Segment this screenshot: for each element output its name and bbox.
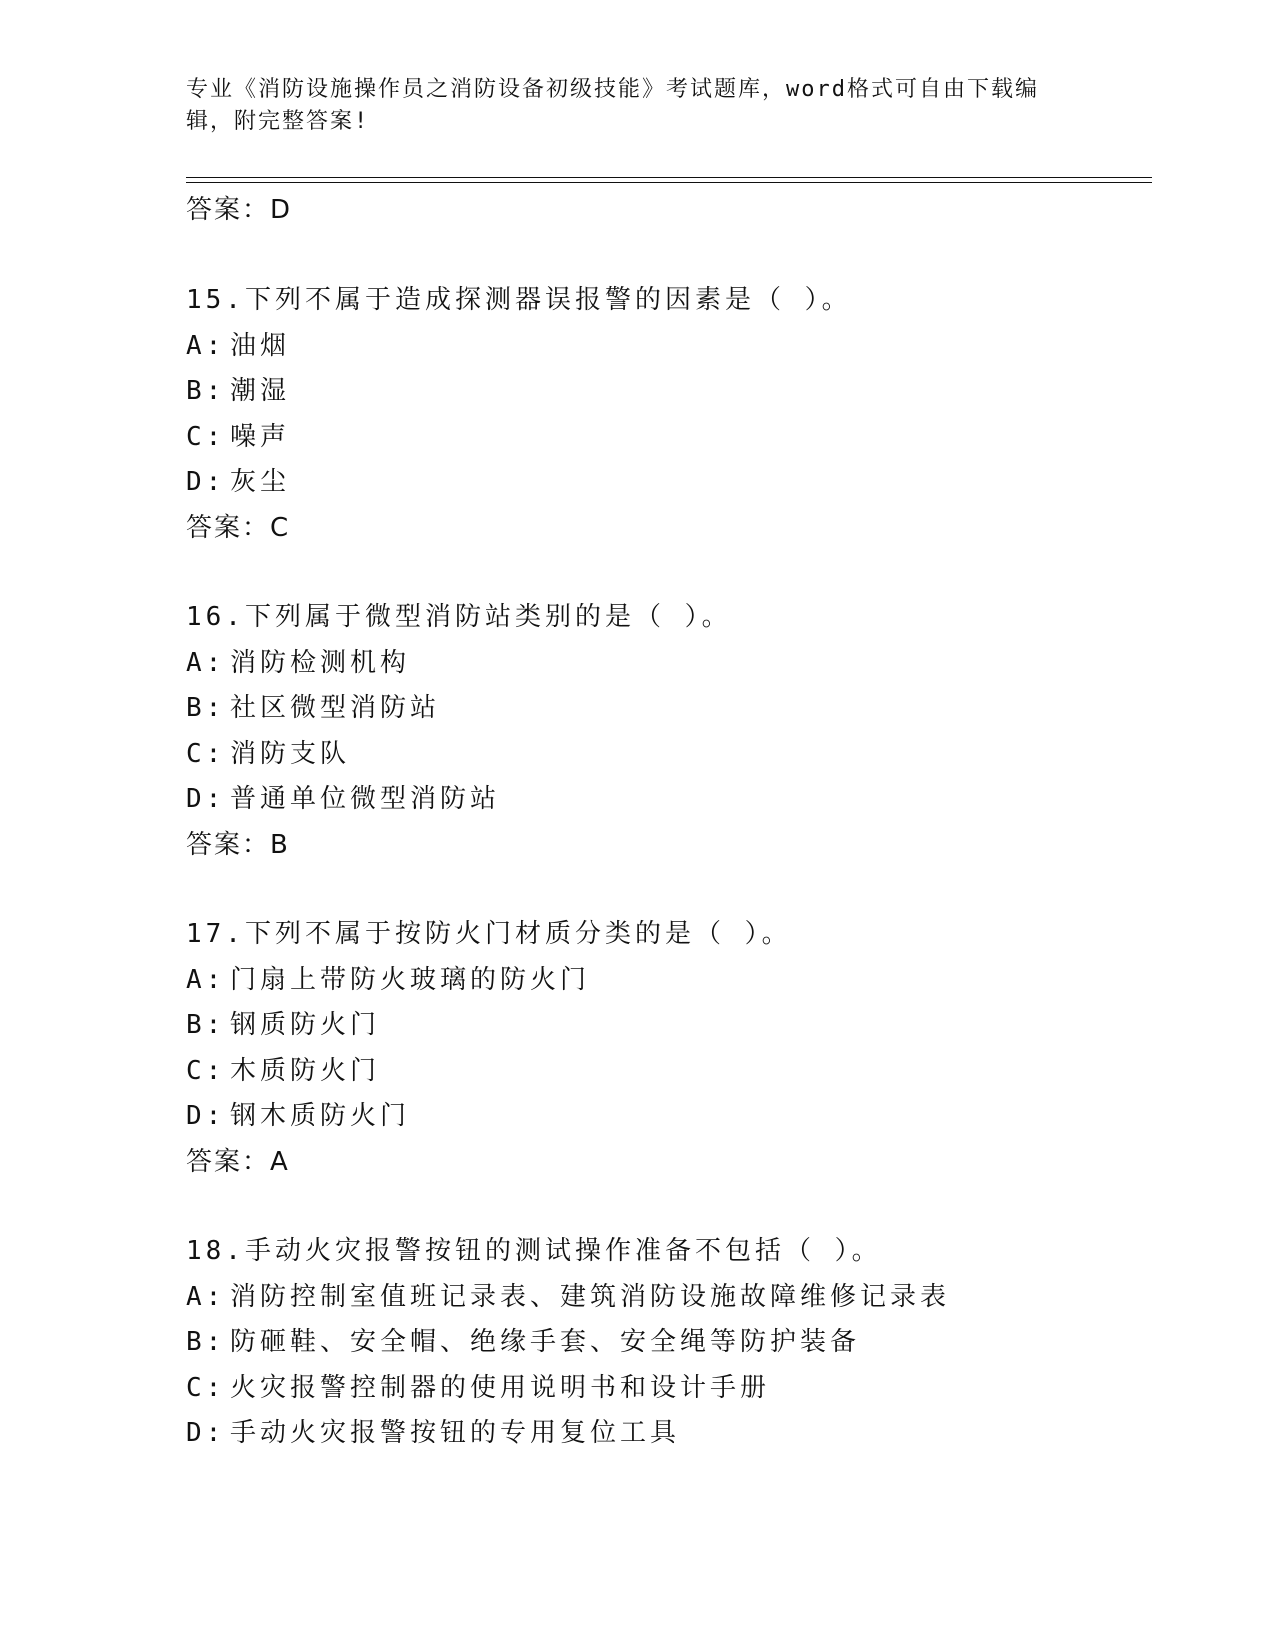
option-b: [186, 1320, 1152, 1366]
option-a: [186, 641, 1152, 687]
option-text: 钢木质防火门: [230, 1101, 411, 1131]
option-text: 灰尘: [230, 467, 291, 497]
option-text: 木质防火门: [230, 1055, 381, 1086]
question-stem: 16.下列属于微型消防站类别的是（ ）。: [186, 602, 732, 632]
option-text: 油烟: [230, 330, 291, 361]
option-text: 消防支队: [230, 738, 351, 769]
option-text: 消防控制室值班记录表、建筑消防设施故障维修记录表: [230, 1281, 951, 1312]
option-key: B:: [186, 376, 226, 406]
option-c: [186, 415, 1152, 461]
answer-label: 答案：B: [186, 829, 290, 860]
option-text: 普通单位微型消防站: [230, 784, 501, 814]
option-key: D:: [186, 1418, 226, 1448]
option-text: 噪声: [230, 421, 291, 452]
option-a: [186, 958, 1152, 1004]
answer-label: 答案：A: [186, 1146, 290, 1177]
question-stem: 17.下列不属于按防火门材质分类的是（ ）。: [186, 919, 792, 949]
option-key: D:: [186, 467, 226, 497]
answer-label: 答案：D: [186, 195, 293, 225]
option-key: B:: [186, 693, 226, 723]
option-c: [186, 732, 1152, 778]
option-b: [186, 1003, 1152, 1049]
option-d: [186, 777, 1152, 823]
option-b: [186, 686, 1152, 732]
option-text: 钢质防火门: [230, 1010, 381, 1040]
header-divider-bottom: [186, 182, 1152, 183]
option-text: 手动火灾报警按钮的专用复位工具: [230, 1418, 681, 1448]
question-16: [186, 595, 1152, 868]
option-key: D:: [186, 1101, 226, 1131]
question-17: [186, 912, 1152, 1185]
option-text: 社区微型消防站: [230, 693, 441, 723]
option-d: [186, 460, 1152, 506]
header-line-2: 辑，附完整答案!: [186, 109, 370, 134]
option-key: C:: [186, 1372, 226, 1403]
option-key: B:: [186, 1010, 226, 1040]
option-d: [186, 1411, 1152, 1457]
option-key: A:: [186, 647, 226, 678]
option-key: A:: [186, 330, 226, 361]
question-stem: 15.下列不属于造成探测器误报警的因素是（ ）。: [186, 285, 852, 315]
option-a: [186, 1275, 1152, 1321]
option-text: 消防检测机构: [230, 647, 411, 678]
option-c: [186, 1366, 1152, 1412]
question-list: [186, 186, 1152, 1501]
option-key: A:: [186, 964, 226, 995]
option-text: 潮湿: [230, 376, 291, 406]
option-key: C:: [186, 738, 226, 769]
option-text: 火灾报警控制器的使用说明书和设计手册: [230, 1372, 771, 1403]
option-d: [186, 1094, 1152, 1140]
option-a: [186, 324, 1152, 370]
question-15: [186, 278, 1152, 551]
option-key: A:: [186, 1281, 226, 1312]
header-line-1: 专业《消防设施操作员之消防设备初级技能》考试题库，word格式可自由下载编: [186, 77, 1039, 102]
header-divider-top: [186, 177, 1152, 178]
option-key: D:: [186, 784, 226, 814]
option-c: [186, 1049, 1152, 1095]
option-b: [186, 369, 1152, 415]
option-key: C:: [186, 1055, 226, 1086]
question-stem: 18.手动火灾报警按钮的测试操作准备不包括（ ）。: [186, 1236, 882, 1266]
option-text: 门扇上带防火玻璃的防火门: [230, 964, 591, 995]
option-text: 防砸鞋、安全帽、绝缘手套、安全绳等防护装备: [230, 1327, 861, 1357]
option-key: C:: [186, 421, 226, 452]
question-18: [186, 1229, 1152, 1457]
option-key: B:: [186, 1327, 226, 1357]
answer-label: 答案：C: [186, 512, 291, 543]
document-header: [186, 74, 1066, 138]
